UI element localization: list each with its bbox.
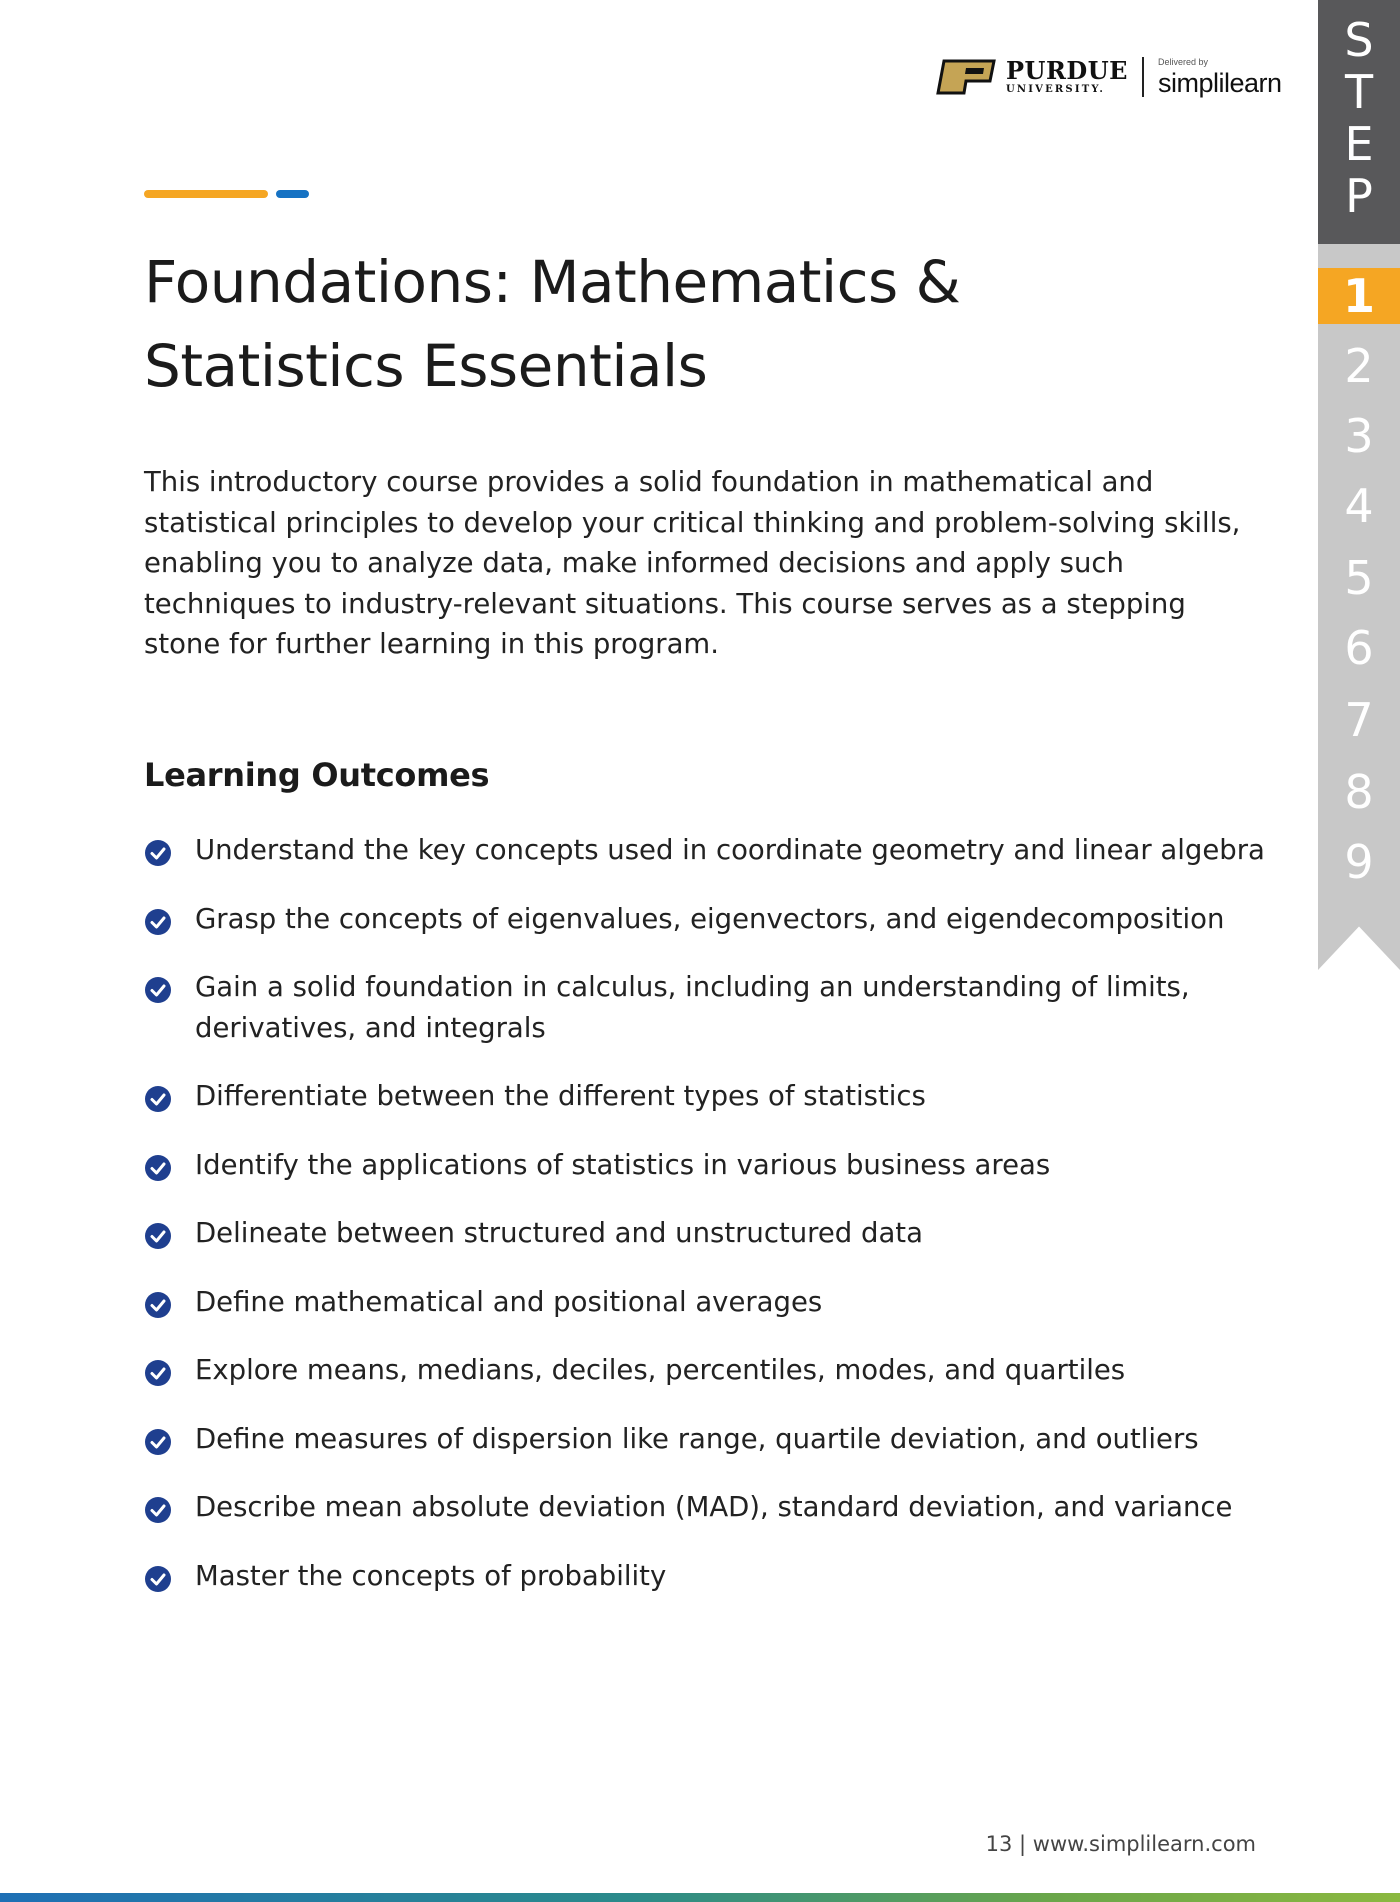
list-item — [144, 1282, 1284, 1323]
outcome-text: Master the concepts of probability — [195, 1559, 667, 1592]
purdue-sub: UNIVERSITY. — [1006, 84, 1106, 95]
purdue-name: PURDUE — [1006, 56, 1128, 85]
step-1[interactable]: 1 — [1342, 269, 1375, 323]
step-letter: E — [1344, 117, 1374, 171]
list-item — [144, 1076, 1284, 1117]
delivered-by-label: Delivered by — [1157, 56, 1208, 67]
step-4[interactable]: 4 — [1344, 479, 1374, 533]
step-sidebar — [1318, 0, 1400, 970]
outcome-text: Identify the applications of statistics in various business areas — [195, 1148, 1051, 1181]
step-letter: S — [1344, 13, 1374, 67]
step-8[interactable]: 8 — [1344, 765, 1374, 819]
step-9[interactable]: 9 — [1344, 835, 1374, 889]
outcome-text: Gain a solid foundation in calculus, including an understanding of limits, derivatives, and integrals — [195, 971, 1190, 1044]
outcome-text: Understand the key concepts used in coordinate geometry and linear algebra — [195, 834, 1265, 866]
footer-url-link[interactable]: www.simplilearn.com — [1032, 1832, 1256, 1856]
purdue-p-logo-icon — [936, 59, 998, 95]
header-logos — [936, 52, 1282, 102]
list-item — [144, 1213, 1284, 1254]
outcome-text: Differentiate between the different types of statistics — [195, 1080, 926, 1112]
check-circle-icon — [144, 1154, 172, 1182]
simplilearn-wordmark — [1158, 58, 1282, 97]
purdue-wordmark — [1006, 56, 1128, 95]
learning-outcomes-list — [144, 830, 1284, 1624]
outcome-text: Define measures of dispersion like range, quartile deviation, and outliers — [195, 1422, 1199, 1455]
step-letter: T — [1344, 65, 1374, 119]
accent-bar-blue — [276, 190, 309, 198]
outcome-text: Define mathematical and positional averages — [195, 1285, 823, 1318]
step-2[interactable]: 2 — [1344, 339, 1374, 393]
intro-paragraph: This introductory course provides a solid foundation in mathematical and statistical principles to develop your critical thinking and problem-solving skills, enabling you to analyze data, make informed decisions and apply such techniques to industry-relevant situations. This course serves as a stepping stone for further learning in this program. — [144, 466, 1241, 660]
check-circle-icon — [144, 976, 172, 1004]
outcome-text: Delineate between structured and unstructured data — [195, 1217, 923, 1249]
list-item — [144, 899, 1284, 940]
outcome-text: Describe mean absolute deviation (MAD), standard deviation, and variance — [195, 1491, 1233, 1523]
step-5[interactable]: 5 — [1344, 551, 1374, 605]
list-item — [144, 830, 1284, 871]
check-circle-icon — [144, 839, 172, 867]
list-item — [144, 1419, 1284, 1460]
list-item — [144, 1145, 1284, 1186]
simplilearn-name: simplilearn — [1157, 67, 1282, 98]
check-circle-icon — [144, 1496, 172, 1524]
list-item — [144, 1487, 1284, 1528]
bottom-color-strip — [0, 1893, 1400, 1902]
check-circle-icon — [144, 1565, 172, 1593]
page-footer — [986, 1832, 1256, 1856]
list-item — [144, 967, 1284, 1048]
footer-separator: | — [1019, 1832, 1027, 1856]
step-6[interactable]: 6 — [1344, 621, 1374, 675]
outcome-text: Grasp the concepts of eigenvalues, eigenvectors, and eigendecomposition — [195, 902, 1225, 935]
check-circle-icon — [144, 1085, 172, 1113]
step-header — [1318, 0, 1400, 244]
list-item — [144, 1350, 1284, 1391]
check-circle-icon — [144, 1222, 172, 1250]
step-7[interactable]: 7 — [1344, 693, 1374, 747]
step-3[interactable]: 3 — [1344, 409, 1374, 463]
check-circle-icon — [144, 1359, 172, 1387]
page-number: 13 — [985, 1832, 1013, 1856]
check-circle-icon — [144, 908, 172, 936]
page-title: Foundations: Mathematics & Statistics Essentials — [144, 248, 961, 400]
step-word — [1318, 14, 1400, 222]
learning-outcomes-heading: Learning Outcomes — [144, 756, 490, 794]
accent-bar-orange — [144, 190, 268, 198]
check-circle-icon — [144, 1291, 172, 1319]
check-circle-icon — [144, 1428, 172, 1456]
outcome-text: Explore means, medians, deciles, percentiles, modes, and quartiles — [195, 1354, 1126, 1386]
logo-divider — [1142, 57, 1144, 97]
step-letter: P — [1345, 169, 1373, 223]
list-item — [144, 1556, 1284, 1597]
